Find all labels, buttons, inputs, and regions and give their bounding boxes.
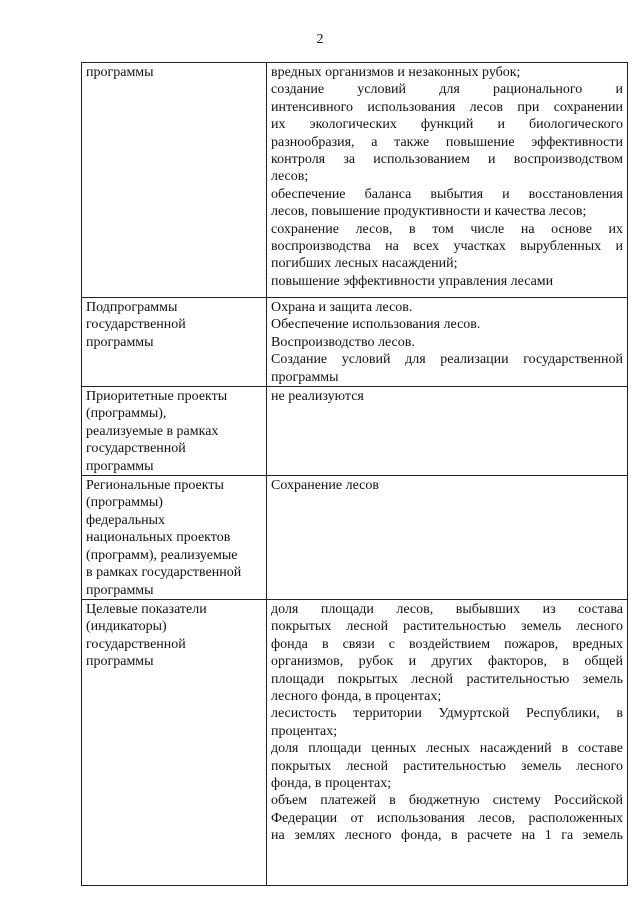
label-line: в рамках государственной — [86, 565, 242, 581]
value-line: сохранение лесов, в том числе на основе их — [271, 221, 623, 237]
value-line: покрытых лесной растительностью земель лесного — [271, 758, 623, 774]
value-line: Обеспечение использования лесов. — [271, 317, 481, 333]
label-line: программы — [86, 65, 154, 80]
value-line: покрытых лесной растительностью земель лесного — [271, 619, 623, 635]
label-line: программы — [86, 654, 154, 670]
row-regional-projects — [82, 476, 628, 600]
label-line: государственной — [86, 317, 186, 333]
label-line: федеральных — [86, 512, 166, 528]
value-line: организмов, рубок и других факторов, в общей — [271, 654, 623, 670]
value-line: лесов; — [271, 169, 309, 185]
value-line: контроля за использованием и воспроизводством — [271, 152, 623, 168]
row-program-goals — [82, 63, 628, 298]
label-line: программы — [86, 582, 154, 598]
label-line: (программы) — [86, 495, 163, 511]
row-priority-projects — [82, 387, 628, 476]
value-line: вредных организмов и незаконных рубок; — [271, 65, 521, 80]
value-line: площади покрытых лесной растительностью земель — [271, 671, 623, 687]
row-value-cell — [267, 387, 628, 476]
row-label-cell — [82, 599, 267, 885]
value-line: на землях лесного фонда, в расчете на 1 га земель — [271, 828, 623, 844]
value-line: доля площади лесов, выбывших из состава — [271, 601, 623, 617]
label-line: государственной — [86, 636, 186, 652]
row-label-cell — [82, 298, 267, 387]
program-passport-table — [81, 62, 628, 886]
label-line: Целевые показатели — [86, 601, 207, 617]
label-line: Подпрограммы — [86, 300, 178, 315]
row-subprograms — [82, 298, 628, 387]
label-line: программы — [86, 334, 154, 350]
value-line: не реализуются — [271, 389, 364, 405]
row-label-cell — [82, 387, 267, 476]
value-line: фонда в связи с воздействием пожаров, вредных — [271, 636, 623, 652]
label-line: программы — [86, 458, 154, 474]
value-line: доля площади ценных лесных насаждений в составе — [271, 741, 623, 757]
value-line: объем платежей в бюджетную систему Российской — [271, 793, 623, 809]
value-line: Федерации от использования лесов, расположенных — [271, 810, 623, 826]
row-value-cell — [267, 63, 628, 298]
value-line: разнообразия, а также повышение эффективности — [271, 134, 623, 150]
value-line: их экологических функций и биологического — [271, 117, 623, 133]
label-line: Приоритетные проекты — [86, 389, 228, 405]
value-line: Создание условий для реализации государственной — [271, 352, 623, 368]
label-line: государственной — [86, 441, 186, 457]
value-line: создание условий для рационального и — [271, 82, 623, 98]
row-label-cell — [82, 63, 267, 298]
value-line: лесного фонда, в процентах; — [271, 688, 442, 704]
row-value-cell — [267, 599, 628, 885]
label-line: (индикаторы) — [86, 619, 167, 635]
value-line: воспроизводства на всех участках вырубленных и — [271, 239, 623, 255]
row-target-indicators — [82, 599, 628, 885]
page-number: 2 — [316, 32, 324, 47]
label-line: реализуемые в рамках — [86, 423, 219, 439]
label-line: (программы), — [86, 406, 167, 422]
value-line: Воспроизводство лесов. — [271, 334, 415, 350]
value-line: лесов, повышение продуктивности и качества лесов; — [271, 204, 587, 220]
value-line: лесистость территории Удмуртской Республики, в — [271, 706, 623, 722]
table-body — [82, 63, 628, 886]
value-line: повышение эффективности управления лесами — [271, 273, 554, 289]
value-line: интенсивного использования лесов при сохранении — [271, 99, 623, 115]
label-line: национальных проектов — [86, 530, 231, 546]
value-line: процентах; — [271, 723, 338, 739]
label-line: Региональные проекты — [86, 478, 224, 494]
value-line: программы — [271, 369, 339, 385]
value-line: погибших лесных насаждений; — [271, 256, 458, 272]
label-line: (программ), реализуемые — [86, 547, 238, 563]
value-line: обеспечение баланса выбытия и восстановления — [271, 186, 623, 202]
row-value-cell — [267, 298, 628, 387]
value-line: Охрана и защита лесов. — [271, 300, 413, 315]
value-line: Сохранение лесов — [271, 478, 379, 494]
row-label-cell — [82, 476, 267, 600]
value-line: фонда, в процентах; — [271, 775, 392, 791]
row-value-cell — [267, 476, 628, 600]
